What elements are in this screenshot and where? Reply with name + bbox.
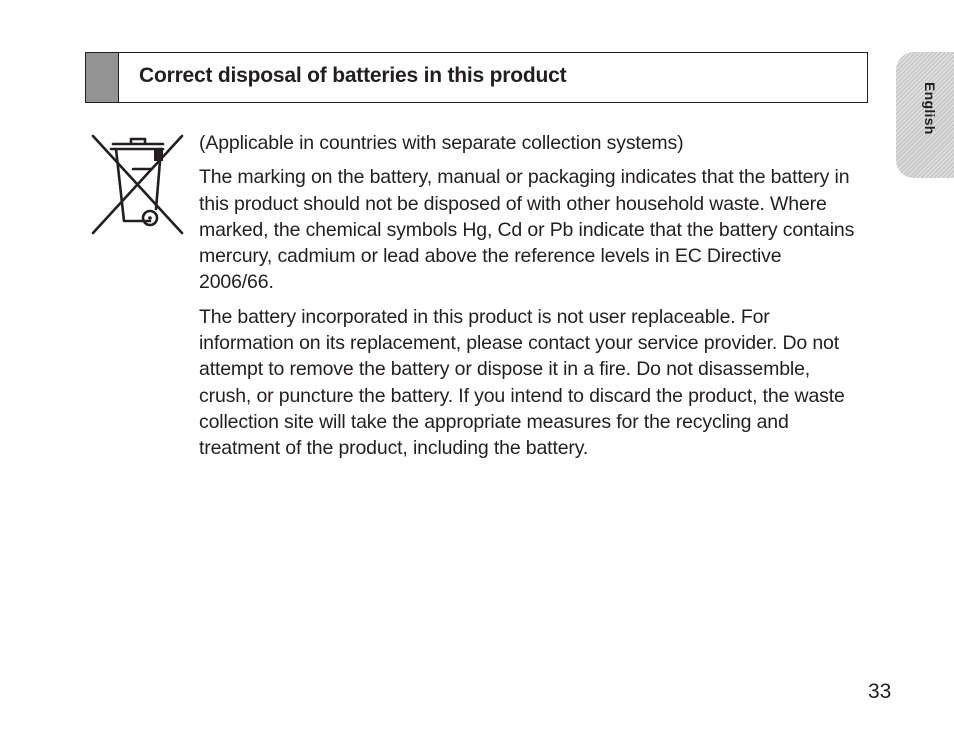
section-header-marker xyxy=(86,53,119,102)
marking-paragraph: The marking on the battery, manual or packaging indicates that the battery in this product should not be disposed of with other household waste. Where marked, the chemical symbols Hg, Cd or Pb indicate that the battery contains mercury, cadmium or lead above the reference levels in EC Directive 2006/66. xyxy=(199,166,855,294)
page-number: 33 xyxy=(868,680,892,703)
language-tab-label: English xyxy=(922,82,938,135)
section-header xyxy=(85,52,868,103)
replacement-paragraph: The battery incorporated in this product is not user replaceable. For information on its replacement, please contact your service provider. Do not attempt to remove the battery or dispose it in a fire. Do not disassemble, crush, or puncture the battery. If you intend to discard the product, the waste collection site will take the appropriate measures for the recycling and treatment of the product, including the battery. xyxy=(199,305,845,460)
crossed-out-wheelie-bin-icon xyxy=(90,133,186,235)
language-tab xyxy=(896,52,954,178)
battery-disposal-text xyxy=(199,130,859,462)
applicability-note: (Applicable in countries with separate collection systems) xyxy=(199,132,684,154)
section-title: Correct disposal of batteries in this product xyxy=(139,64,567,87)
